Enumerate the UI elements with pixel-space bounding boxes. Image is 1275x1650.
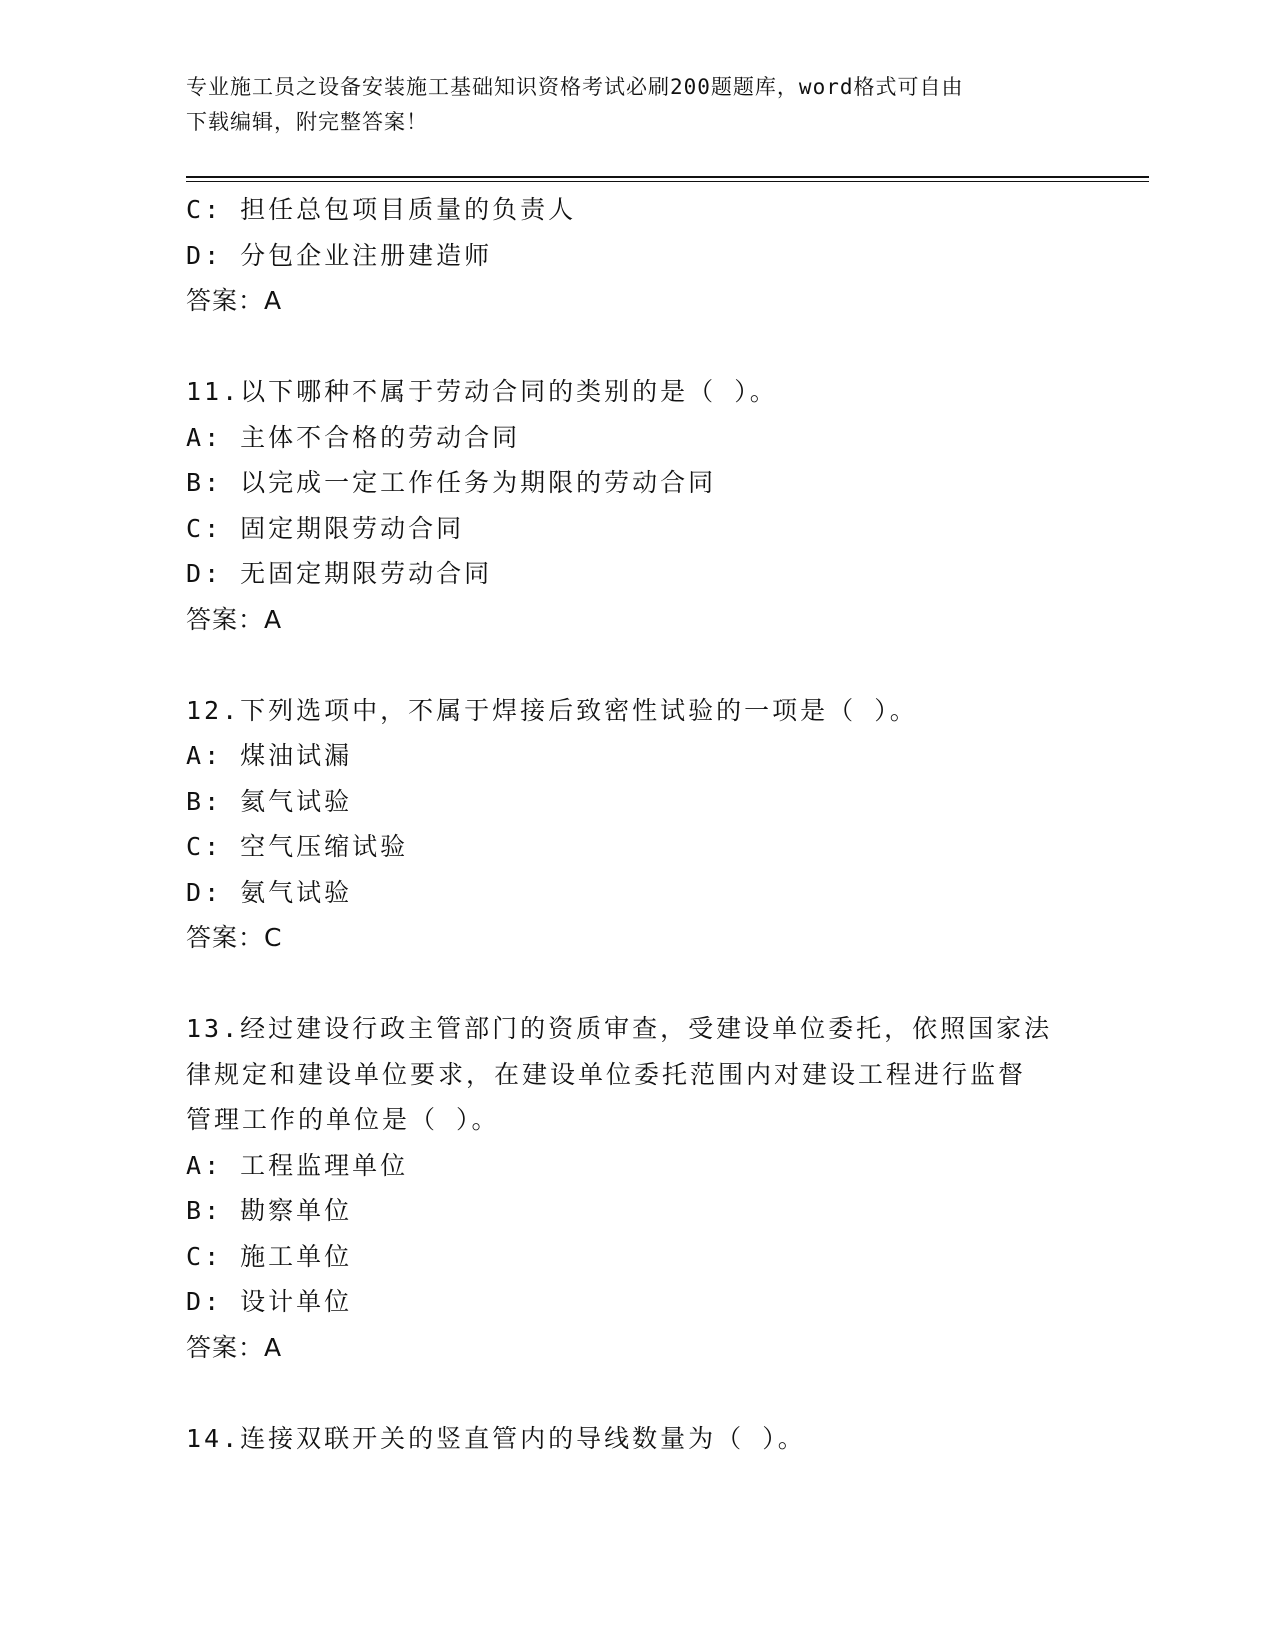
option-b: B: 氦气试验 [186, 786, 353, 816]
option-b: B: 以完成一定工作任务为期限的劳动合同 [186, 468, 717, 497]
answer-label: 答案：A [186, 1332, 283, 1362]
header-rule-thick [186, 176, 1149, 178]
question-body [186, 187, 1086, 1461]
question-text: 12.下列选项中，不属于焊接后致密性试验的一项是（ ）。 [186, 695, 918, 725]
option-a: A: 主体不合格的劳动合同 [186, 422, 521, 452]
option-c: C: 担任总包项目质量的负责人 [186, 195, 577, 224]
option-a: A: 工程监理单位 [186, 1150, 409, 1180]
answer-label: 答案：A [186, 286, 283, 315]
option-b: B: 勘察单位 [186, 1196, 353, 1225]
option-d: D: 氨气试验 [186, 877, 353, 907]
prev-question-block [186, 187, 1086, 324]
option-c: C: 固定期限劳动合同 [186, 513, 465, 543]
question-14 [186, 1416, 1086, 1462]
document-header [186, 70, 1066, 140]
option-c: C: 空气压缩试验 [186, 832, 409, 861]
option-d: D: 分包企业注册建造师 [186, 240, 493, 270]
question-13 [186, 1006, 1086, 1370]
option-d: D: 无固定期限劳动合同 [186, 559, 493, 588]
question-11 [186, 369, 1086, 642]
option-a: A: 煤油试漏 [186, 741, 353, 770]
question-text-line-3: 管理工作的单位是（ ）。 [186, 1105, 500, 1134]
header-rule-thin [186, 181, 1149, 182]
question-text-line-1: 13.经过建设行政主管部门的资质审查，受建设单位委托，依照国家法 [186, 1014, 1053, 1043]
answer-label: 答案：A [186, 604, 283, 634]
question-12 [186, 688, 1086, 961]
question-text: 11.以下哪种不属于劳动合同的类别的是（ ）。 [186, 377, 778, 406]
option-c: C: 施工单位 [186, 1241, 353, 1271]
answer-label: 答案：C [186, 923, 283, 952]
question-text-line-2: 律规定和建设单位要求，在建设单位委托范围内对建设工程进行监督 [186, 1059, 1027, 1089]
option-d: D: 设计单位 [186, 1287, 353, 1316]
header-line-2: 下载编辑，附完整答案！ [186, 110, 428, 134]
question-text: 14.连接双联开关的竖直管内的导线数量为（ ）。 [186, 1423, 806, 1453]
header-line-1: 专业施工员之设备安装施工基础知识资格考试必刷200题题库，word格式可自由 [186, 75, 964, 99]
